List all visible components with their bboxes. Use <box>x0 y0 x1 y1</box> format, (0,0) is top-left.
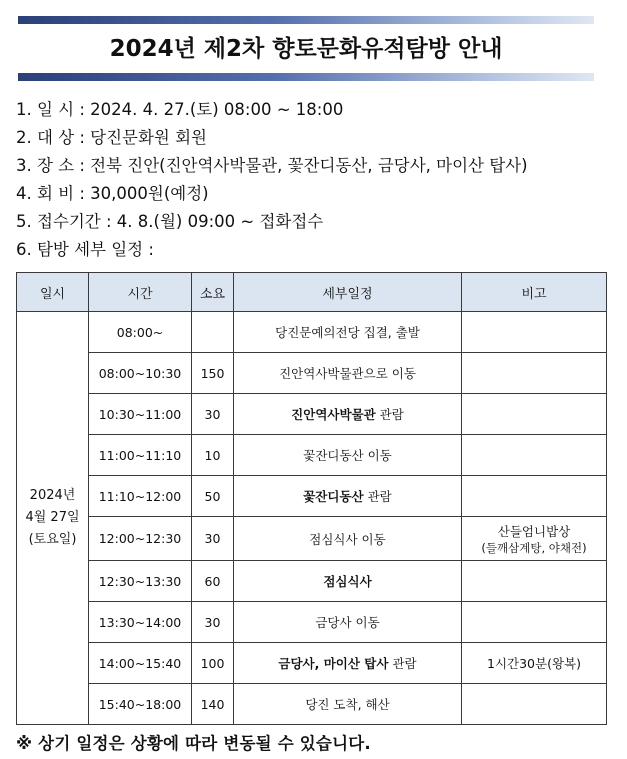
info-registration: 5. 접수기간 : 4. 8.(월) 09:00 ~ 접화접수 <box>16 212 324 231</box>
note-cell <box>462 394 607 435</box>
detail-text: 꽃잔디동산 이동 <box>303 448 392 463</box>
note-cell <box>462 476 607 517</box>
detail-text: 점심식사 이동 <box>309 531 386 547</box>
detail-highlight: 꽃잔디동산 <box>303 489 364 504</box>
detail-cell <box>234 643 462 684</box>
time-cell: 12:30~13:30 <box>89 561 192 602</box>
note-cell <box>462 561 607 602</box>
info-detail-heading: 6. 탐방 세부 일정 : <box>16 240 154 259</box>
note-text: 산들엄니밥상 <box>497 523 571 539</box>
duration-cell: 150 <box>192 353 234 394</box>
detail-cell <box>234 353 462 394</box>
time-cell: 12:00~12:30 <box>89 517 192 561</box>
time-cell: 08:00~ <box>89 312 192 353</box>
time-cell: 08:00~10:30 <box>89 353 192 394</box>
time-cell: 15:40~18:00 <box>89 684 192 725</box>
detail-cell <box>234 561 462 602</box>
title-top-bar <box>18 16 594 24</box>
date-cell <box>17 312 89 725</box>
time-cell: 11:00~11:10 <box>89 435 192 476</box>
time-cell: 14:00~15:40 <box>89 643 192 684</box>
detail-text: 관람 <box>388 656 417 671</box>
date-line: 4월 27일 <box>25 510 80 525</box>
duration-cell: 140 <box>192 684 234 725</box>
header-detail: 세부일정 <box>234 273 462 312</box>
header-duration: 소요 <box>192 273 234 312</box>
detail-text: 관람 <box>363 489 392 504</box>
detail-text: 금당사 이동 <box>315 615 380 630</box>
duration-cell: 30 <box>192 602 234 643</box>
note-cell <box>462 435 607 476</box>
detail-highlight: 금당사, 마이산 탑사 <box>278 656 389 671</box>
table-row <box>17 394 607 435</box>
table-row <box>17 602 607 643</box>
duration-cell: 30 <box>192 394 234 435</box>
date-line: (토요일) <box>28 532 77 547</box>
header-time: 시간 <box>89 273 192 312</box>
note-cell <box>462 312 607 353</box>
detail-cell <box>234 602 462 643</box>
table-row <box>17 312 607 353</box>
detail-cell <box>234 312 462 353</box>
note-cell <box>462 602 607 643</box>
table-row <box>17 435 607 476</box>
detail-cell <box>234 684 462 725</box>
detail-cell <box>234 394 462 435</box>
note-cell <box>462 517 607 561</box>
note-subtext: (들깨삼계탕, 야채전) <box>481 540 587 555</box>
detail-cell <box>234 517 462 561</box>
note-cell <box>462 353 607 394</box>
title-bottom-bar <box>18 73 594 81</box>
detail-cell <box>234 435 462 476</box>
detail-highlight: 진안역사박물관 <box>291 407 376 422</box>
info-schedule: 1. 일 시 : 2024. 4. 27.(토) 08:00 ~ 18:00 <box>16 100 344 119</box>
detail-text: 당진문예의전당 집결, 출발 <box>275 325 420 340</box>
table-row <box>17 684 607 725</box>
table-row <box>17 476 607 517</box>
info-list <box>16 96 616 264</box>
detail-text: 진안역사박물관으로 이동 <box>279 366 416 381</box>
table-header-row <box>17 273 607 312</box>
footnote: ※ 상기 일정은 상황에 따라 변동될 수 있습니다. <box>16 734 371 753</box>
schedule-table <box>16 272 607 725</box>
duration-cell: 10 <box>192 435 234 476</box>
duration-cell: 50 <box>192 476 234 517</box>
detail-text: 관람 <box>375 407 404 422</box>
note-cell <box>462 643 607 684</box>
table-row <box>17 517 607 561</box>
table-row <box>17 353 607 394</box>
page-title: 2024년 제2차 향토문화유적탐방 안내 <box>109 36 503 62</box>
detail-highlight: 점심식사 <box>323 574 372 589</box>
header-note: 비고 <box>462 273 607 312</box>
table-row <box>17 643 607 684</box>
note-text: 1시간30분(왕복) <box>487 656 581 671</box>
detail-text: 당진 도착, 해산 <box>305 697 390 712</box>
detail-cell <box>234 476 462 517</box>
time-cell: 11:10~12:00 <box>89 476 192 517</box>
info-fee: 4. 회 비 : 30,000원(예정) <box>16 184 209 203</box>
date-line: 2024년 <box>29 488 76 503</box>
time-cell: 10:30~11:00 <box>89 394 192 435</box>
time-cell: 13:30~14:00 <box>89 602 192 643</box>
duration-cell: 30 <box>192 517 234 561</box>
duration-cell: 60 <box>192 561 234 602</box>
duration-cell <box>192 312 234 353</box>
info-target: 2. 대 상 : 당진문화원 회원 <box>16 128 207 147</box>
info-place: 3. 장 소 : 전북 진안(진안역사박물관, 꽃잔디동산, 금당사, 마이산 탑사) <box>16 156 528 175</box>
table-row <box>17 561 607 602</box>
duration-cell: 100 <box>192 643 234 684</box>
header-date: 일시 <box>17 273 89 312</box>
note-cell <box>462 684 607 725</box>
